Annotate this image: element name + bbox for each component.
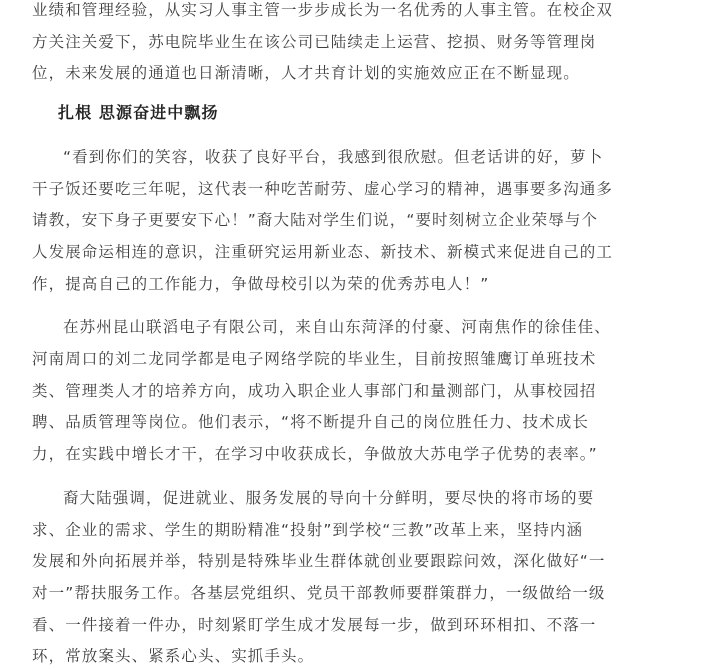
paragraph-line: 裔大陆强调，促进就业、服务发展的导向十分鲜明，要尽快的将市场的要 (63, 488, 595, 507)
paragraph-line: 位，未来发展的通道也日渐清晰，人才共育计划的实施效应正在不断显现。 (32, 64, 580, 83)
paragraph-line: 方关注关爱下，苏电院毕业生在该公司已陆续走上运营、挖损、财务等管理岗 (32, 32, 597, 51)
paragraph-line: 聘、品质管理等岗位。他们表示，“将不断提升自己的岗位胜任力、技术成长 (32, 413, 589, 432)
paragraph-line: 看、一件接着一件办，时刻紧盯学生成才发展每一步，做到环环相扣、不落一 (32, 615, 597, 634)
paragraph-line: 环，常放案头、紧系心头、实抓手头。 (32, 647, 315, 666)
paragraph-line: 求、企业的需求、学生的期盼精准“投射”到学校“三教”改革上来，坚持内涵 (32, 520, 584, 539)
paragraph-line: “看到你们的笑容，收获了良好平台，我感到很欣慰。但老话讲的好，萝卜 (63, 147, 604, 166)
paragraph-line: 在苏州昆山联滔电子有限公司，来自山东菏泽的付豪、河南焦作的徐佳佳、 (63, 318, 611, 337)
paragraph-line: 类、管理类人才的培养方向，成功入职企业人事部门和量测部门，从事校园招 (32, 381, 597, 400)
paragraph-line: 作，提高自己的工作能力，争做母校引以为荣的优秀苏电人！” (32, 274, 490, 293)
paragraph-line: 力，在实践中增长才干，在学习中收获成长，争做放大苏电学子优势的表率。” (32, 445, 598, 464)
paragraph-line: 业绩和管理经验，从实习人事主管一步步成长为一名优秀的人事主管。在校企双 (32, 1, 614, 19)
paragraph-line: 请教，安下身子更要安下心！”裔大陆对学生们说，“要时刻树立企业荣辱与个 (32, 211, 599, 230)
paragraph-line: 人发展命运相连的意识，注重研究运用新业态、新技术、新模式来促进自己的工 (32, 242, 614, 261)
paragraph-line: 河南周口的刘二龙同学都是电子网络学院的毕业生，目前按照雏鹰订单班技术 (32, 350, 597, 368)
paragraph-line: 干子饭还要吃三年呢，这代表一种吃苦耐劳、虚心学习的精神，遇事要多沟通多 (32, 179, 614, 198)
paragraph-line: 对一”帮扶服务工作。各基层党组织、党员干部教师要群策群力，一级做给一级 (32, 583, 606, 602)
paragraph-line: 发展和外向拓展并举，特别是特殊毕业生群体就创业要跟踪问效，深化做好“一 (32, 552, 606, 571)
section-heading: 扎根 思源奋进中飘扬 (58, 103, 219, 123)
